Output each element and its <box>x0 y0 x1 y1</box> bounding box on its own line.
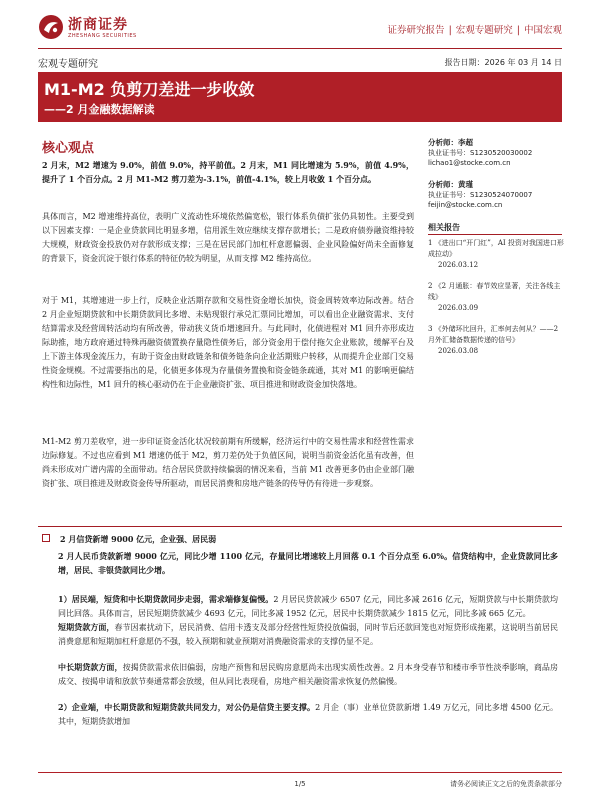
related-report-item[interactable] <box>428 238 564 271</box>
header-tags: 证券研究报告 | 宏观专题研究 | 中国宏观 <box>387 25 562 36</box>
header-divider <box>38 48 562 49</box>
analyst-name: 李超 <box>458 138 473 147</box>
related-report-date: 2026.03.09 <box>438 304 479 312</box>
square-bullet-icon <box>42 534 50 542</box>
household-paragraph <box>58 592 558 621</box>
footer-divider <box>38 772 562 773</box>
doc-type: 宏观专题研究 <box>38 59 98 70</box>
analyst-cert: 执业证书号：S1230524070007 <box>428 191 533 199</box>
analyst-card <box>428 180 568 210</box>
corporate-body: 2 月企（事）业单位贷款新增 1.49 万亿元，同比多增 4500 亿元。其中，短期贷款增加 <box>58 703 558 726</box>
logo-emblem-icon <box>38 14 64 40</box>
report-header <box>38 12 562 52</box>
analyst-cert: 执业证书号：S1230520030002 <box>428 149 533 157</box>
credit-bullet-heading <box>42 534 216 545</box>
related-report-title[interactable]: 3 《外储环比回升，汇率何去何从？——2 月外汇储备数据传递的信号》 <box>428 325 559 344</box>
core-paragraph-3: 对于 M1，其增速进一步上行，反映企业活期存款和交易性资金增长加快，资金周转效率边际改善。结合 2 月企业短期贷款和中长期贷款同比多增、未贴现银行承兑汇票同比增加，可以看出企业融资需求、支付结算需求及经营周转活动均有所改善，带动狭义货币增速回升。与此同时，化债进程对 M1 回升亦形成边际助推，地方政府通过特殊再融资债置换存量隐性债务后，部分资金用于偿付拖欠企业账款，缓解平台及上下游主体现金流压力，有助于资金由财政链条和债务链条向企业活期账户转移，从而提升企业部门交易性资金规模。不过需要指出的是，化债更多体现为存量债务置换和资金链条疏通，其对 M1 的影响更偏结构性和边际性，M1 回升的核心驱动仍在于企业融资扩张、项目推进和财政资金加快落地。 <box>42 296 414 389</box>
analyst-role: 分析师： <box>428 138 458 147</box>
analyst-card <box>428 138 568 168</box>
household-body: 2 月居民贷款减少 6507 亿元，同比多减 2616 亿元，短期贷款与中长期贷款均同比回落。具体而言，居民短期贷款减少 4693 亿元，同比多减 1952 亿元，居民中长期贷款减少 1815 亿元，同比多减 665 亿元。 <box>58 595 558 618</box>
tag-macro-research: 宏观专题研究 <box>455 25 513 36</box>
long-loan-heading: 中长期贷款方面， <box>58 662 123 672</box>
report-subtitle: ——2 月金融数据解读 <box>44 103 155 116</box>
corporate-paragraph <box>58 700 558 729</box>
logo-subtext: ZHESHANG SECURITIES <box>68 33 137 39</box>
related-reports-heading: 相关报告 <box>428 223 460 232</box>
analyst-name: 黄瑾 <box>458 180 473 189</box>
page-number: 1/5 <box>294 780 306 788</box>
corporate-heading: 2）企业端，中长期贷款和短期贷款共同发力，对公仍是信贷主要支撑。 <box>58 702 316 712</box>
analyst-email[interactable]: lichao1@stocke.com.cn <box>428 159 511 167</box>
short-loan-heading: 短期贷款方面， <box>58 622 115 632</box>
tag-china-macro: 中国宏观 <box>523 25 562 36</box>
credit-summary: 2 月人民币贷款新增 9000 亿元，同比少增 1100 亿元，存量同比增速较上月回落 0.1 个百分点至 6.0%。信贷结构中，企业贷款同比多增，居民、非银贷款同比少增。 <box>58 551 558 575</box>
related-report-date: 2026.03.12 <box>438 261 479 269</box>
short-loan-paragraph <box>58 620 558 649</box>
report-date: 报告日期：2026 年 03 月 14 日 <box>444 58 562 67</box>
core-paragraph-2: 具体而言，M2 增速维持高位，表明广义流动性环境依然偏宽松，银行体系负债扩张仍具韧性。主要受到以下因素支撑：一是企业贷款同比明显多增，信用派生效应继续支撑存款增长；二是政府债券融资维持较大规模，财政资金投放仍对存款形成支撑；三是在居民部门加杠杆意愿偏弱、企业风险偏好尚未全面修复的背景下，资金沉淀于银行体系的特征仍较为明显，从而支撑 M2 维持高位。 <box>42 212 414 263</box>
company-logo <box>38 12 158 46</box>
related-divider <box>428 234 562 235</box>
core-paragraph-4: M1-M2 剪刀差收窄，进一步印证资金活化状况较前期有所缓解，经济运行中的交易性需求和经营性需求边际修复。不过也应看到 M1 增速仍低于 M2，剪刀差仍处于负值区间，说明当前资金活化虽有改善，但尚未形成对广谱内需的全面带动。结合居民贷款持续偏弱的情况来看，当前 M1 改善更多仍由企业部门融资扩张、项目推进及财政资金传导所驱动，而居民消费和房地产链条的传导仍有待进一步观察。 <box>42 437 414 488</box>
title-banner <box>38 72 562 122</box>
related-report-date: 2026.03.08 <box>438 347 479 355</box>
household-heading: 1）居民端，短贷和中长期贷款同步走弱，需求端修复偏慢。 <box>58 594 274 604</box>
analyst-role: 分析师： <box>428 180 458 189</box>
section-divider <box>38 526 562 527</box>
related-report-item[interactable] <box>428 281 564 314</box>
related-report-item[interactable] <box>428 324 564 357</box>
analyst-email[interactable]: feijin@stocke.com.cn <box>428 201 503 209</box>
report-title: M1-M2 负剪刀差进一步收敛 <box>44 80 255 99</box>
footer-disclaimer: 请务必阅读正文之后的免责条款部分 <box>450 780 562 788</box>
core-paragraph-1: 2 月末，M2 增速为 9.0%，前值 9.0%，持平前值。2 月末，M1 同比增速为 5.9%，前值 4.9%，提升了 1 个百分点。2 月 M1-M2 剪刀差为-3.1%，前值-4.1%，较上月收敛 1 个百分点。 <box>42 160 414 184</box>
related-report-title[interactable]: 2 《2 月通胀：春节效应显著，关注各线主线》 <box>428 282 561 301</box>
related-report-title[interactable]: 1 《进出口“开门红”，AI 投资对我国进口形成拉动》 <box>428 239 564 258</box>
logo-text: 浙商证券 <box>68 17 128 33</box>
credit-bullet-text: 2 月信贷新增 9000 亿元，企业强、居民弱 <box>60 534 217 544</box>
tag-securities-report: 证券研究报告 <box>387 25 445 36</box>
short-loan-body: 春节因素扰动下，居民消费、信用卡透支及部分经营性短贷投放偏弱，同时节后还款回笼也对短贷形成拖累，这说明当前居民消费意愿和短期加杠杆意愿仍不强，较入预期和就业预期对消费融资需求的支撑仍显不足。 <box>58 623 559 646</box>
long-loan-body: 按揭贷款需求依旧偏弱，房地产预售和居民购房意愿尚未出现实质性改善。2 月本身受春节和楼市季节性淡季影响，商品房成交、按揭申请和放款节奏通常都会放缓，但从同比表现看，房地产相关融资需求恢复仍然偏慢。 <box>58 663 558 686</box>
core-views-heading: 核心观点 <box>42 141 95 156</box>
long-loan-paragraph <box>58 660 558 689</box>
